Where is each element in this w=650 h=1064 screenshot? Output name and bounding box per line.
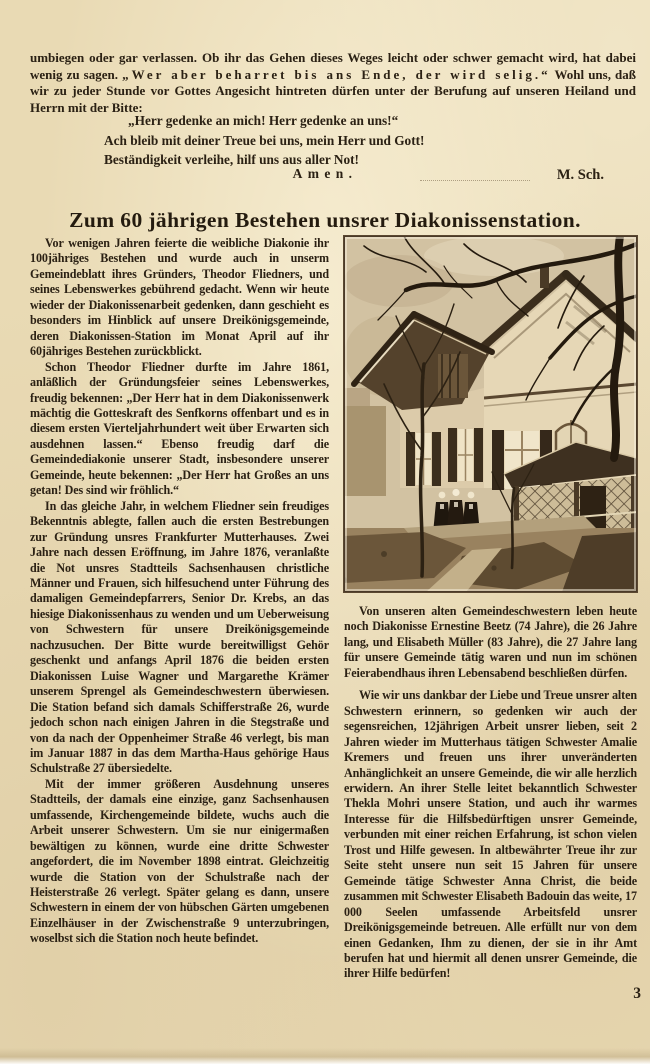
prayer-line: Ach bleib mit deiner Treue bei uns, mein Herr und Gott! (104, 132, 425, 148)
right-column (344, 236, 637, 982)
paragraph: Vor wenigen Jahren feierte die weibliche Diakonie ihr 100jähriges Bestehen und wurde auch in unserm Gemeindeblatt ihres Gründers, Theodor Fliedners, und seines Lebenswerkes gebührend gedacht. Wenn wir heute wieder der Diakonissenarbeit gedenken, dann geschieht es besonders im Hinblick auf unsere Dreikönigsgemeinde, deren Diakonissen-Station im Monat April auf ihr 60jähriges Bestehen zurückblickt. (30, 236, 329, 359)
paragraph: Von unseren alten Gemeindeschwestern leben heute noch Diakonisse Ernestine Beetz (74 Jahre), die 26 Jahre lang, und Elisabeth Müller (83 Jahre), die 27 Jahre lang für unsere Gemeinde tätig waren und nun im schönen Feierabendhaus ihren Lebensabend beschließen dürfen. (344, 604, 637, 680)
prayer-line: „Herr gedenke an mich! Herr gedenke an uns!“ (128, 113, 399, 128)
paragraph: Wie wir uns dankbar der Liebe und Treue unsrer alten Schwestern erinnern, so gedenken wir auch der segensreichen, 12jährigen Arbeit unsrer lieben, seit 2 Jahren wieder im Mutterhaus tätigen Schwester Amalie Kremers und freuen uns ihrer unveränderten Anhänglichkeit an unsere Gemeinde, die wir alle herzlich erwidern. An ihrer Stelle leitet bekanntlich Schwester Thekla Mohri unsere Station, und auch ihr warmes Interesse für die Hilfsbedürftigen unsrer Gemeinde, verbunden mit einer reichen Erfahrung, ist schon vielen Trost und Hilfe gewesen. In altbewährter Treue ihr zur Seite steht unsere nun seit 15 Jahren für unsere Gemeinde tätige Schwester Anna Christ, die beide zusammen mit Schwester Elisabeth Badouin das weite, 17 000 Seelen umfassende Arbeitsfeld unsrer Dreikönigsgemeinde betreuen. Alle erfüllt nur von dem einen Gedanken, Ihm zu dienen, der sie in ihr Amt berufen hat und hiermit all denen unsrer Gemeinde, die ihrer Hilfe bedürfen! (344, 688, 637, 981)
page-number: 3 (633, 985, 641, 1002)
signature-rule (420, 180, 530, 181)
diakonissenstation-house-photo (344, 236, 637, 592)
paragraph: Schon Theodor Fliedner durfte im Jahre 1861, anläßlich der Gründungsfeier seines Lebenswerkes, freudig bekennen: „Der Herr hat in dem Diakonissenwerk mächtig die Gotteskraft des Senfkorns offenbart und es in diesem ersten Vierteljahrhundert weit über Erwarten sich ausdehnen lassen.“ Ebenso freudig darf die Gemeindediakonie unserer Stadt, insbesondere unserer Gemeinde, heute bekennen: „Der Herr hat Großes an uns getan! Des sind wir fröhlich.“ (30, 359, 329, 498)
left-column (30, 236, 329, 982)
prayer-block (104, 111, 604, 170)
intro-text-pre: umbiegen oder gar verlassen. Ob ihr das Gehen dieses Weges leicht oder schwer gemacht wird, hat dabei wenig zu sagen. (30, 50, 636, 82)
intro-paragraph (30, 50, 636, 116)
amen-label: Amen. (292, 166, 358, 181)
photo-background-wall (344, 406, 386, 496)
paragraph: In das gleiche Jahr, in welchem Fliedner sein freudiges Bekenntnis ablegte, fallen auch die ersten Bestrebungen zur Gründung unsres Frankfurter Mutterhauses. Zwei Jahre nach dessen Eröffnung, im Jahre 1876, veranlaßte die Not unsres Stadtteils Sachsenhausen christliche Männer und Frauen, sich hilfesuchend unter Führung des damaligen Gemeindepfarrers, Senior Dr. Krebs, an das hiesige Diakonissenhaus zu wenden und um Ueberweisung von Schwestern für unsere Dreikönigsgemeinde nachzusuchen. Der Bitte wurde bereitwilligst Gehör geschenkt und anfangs April 1876 die beiden ersten Diakonissen Luise Wagner und Margarethe Krämer unserem Sprengel als Gemeindeschwestern überwiesen. Die Station befand sich damals Schifferstraße 26, wurde jedoch schon nach einigen Jahren in die Stegstraße und von da nach der Oppenheimer Straße 46 verlegt, bis man im Januar 1887 in das dem Martha-Haus gehörige Haus Schulstraße 27 übersiedelte. (30, 498, 329, 776)
prayer-line: Beständigkeit verleihe, hilf uns aus aller Not! (104, 152, 359, 168)
article-body (30, 236, 637, 982)
intro-text-post: Wohl uns, daß wir zu jeder Stunde vor Gottes Angesicht hintreten dürfen unter der Berufung auf unseren Heiland und Herrn mit der Bitte: (30, 66, 637, 115)
paragraph: Mit der immer größeren Ausdehnung unseres Stadtteils, der damals eine einzige, ganz Sachsenhausen umfassende, Kirchengemeinde bildete, wuchs auch die Arbeit unserer Schwestern. Um sie nur einigermaßen bewältigen zu können, wurde eine dritte Schwester angefordert, die im November 1898 eintrat. Gleichzeitig wurde die Station von der Schulstraße nach der Heisterstraße 26 verlegt. Später gelang es dann, unsere Schwestern in einem der von hübschen Gärten umgebenen Einzelhäuser in der Zwischenstraße 9 unterzubringen, woselbst sich die Station noch heute befindet. (30, 776, 329, 946)
article-heading: Zum 60 jährigen Bestehen unsrer Diakonissenstation. (69, 208, 581, 233)
intro-quote: „Wer aber beharret bis ans Ende, der wird selig.“ (122, 66, 551, 82)
amen-row (0, 166, 650, 186)
author-initials: M. Sch. (556, 167, 604, 183)
